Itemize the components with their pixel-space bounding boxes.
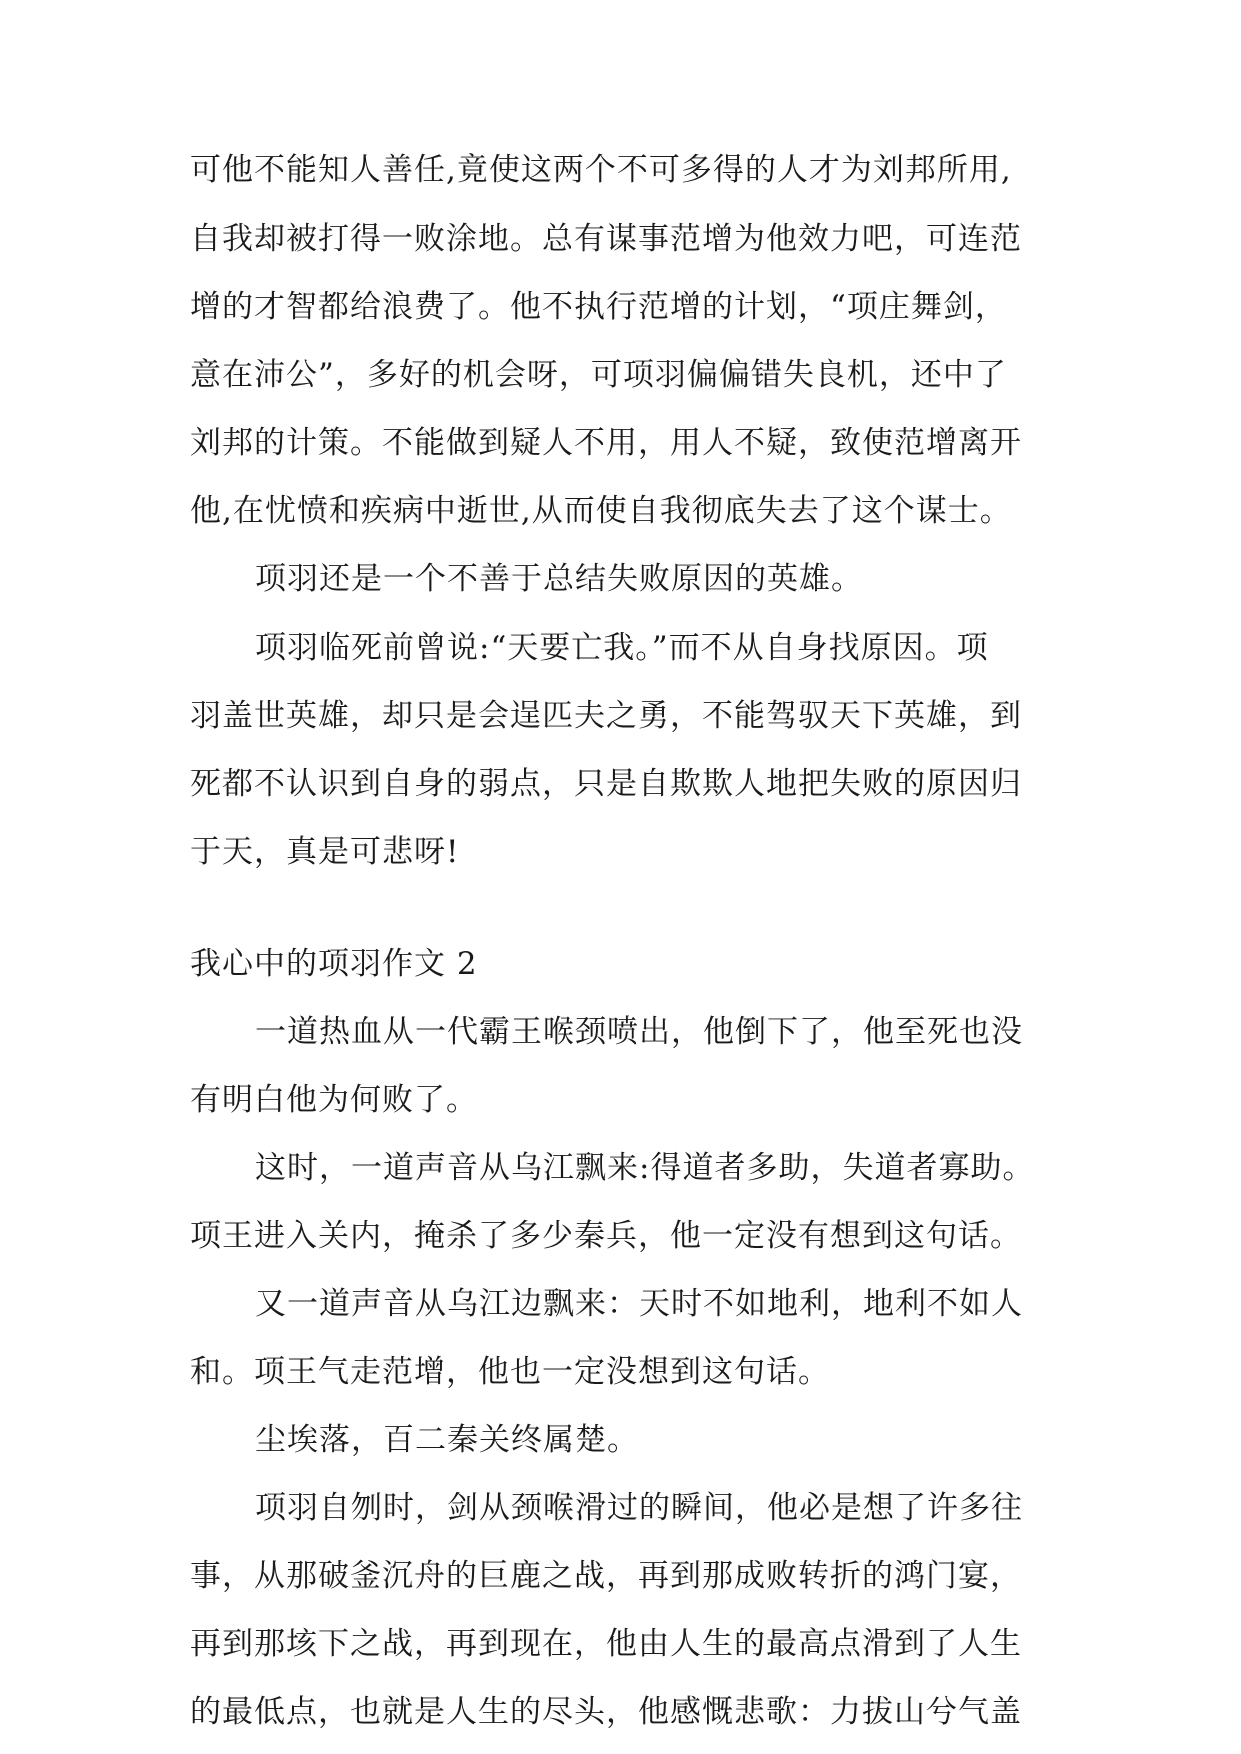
- paragraph-line: 意在沛公”，多好的机会呀，可项羽偏偏错失良机，还中了: [190, 357, 1007, 393]
- paragraph-line: 项王进入关内，掩杀了多少秦兵，他一定没有想到这句话。: [190, 1218, 1022, 1254]
- paragraph-line: 项羽临死前曾说:“天要亡我。”而不从自身找原因。项: [255, 630, 989, 666]
- paragraph-line: 增的才智都给浪费了。他不执行范增的计划，“项庄舞剑，: [190, 289, 1007, 325]
- paragraph-line: 的最低点，也就是人生的尽头，他感慨悲歌：力拔山兮气盖: [190, 1694, 1022, 1730]
- paragraph-line: 尘埃落，百二秦关终属楚。: [255, 1422, 639, 1458]
- paragraph-line: 和。项王气走范增，他也一定没想到这句话。: [190, 1354, 830, 1390]
- paragraph-line: 可他不能知人善任,竟使这两个不可多得的人才为刘邦所用,: [190, 152, 1012, 188]
- paragraph-line: 死都不认识到自身的弱点，只是自欺欺人地把失败的原因归: [190, 766, 1022, 802]
- section-heading: 我心中的项羽作文 2: [190, 946, 478, 982]
- paragraph-line: 项羽还是一个不善于总结失败原因的英雄。: [255, 561, 863, 597]
- paragraph-line: 羽盖世英雄，却只是会逞匹夫之勇，不能驾驭天下英雄，到: [190, 698, 1022, 734]
- paragraph-line: 有明白他为何败了。: [190, 1082, 478, 1118]
- paragraph-line: 又一道声音从乌江边飘来：天时不如地利，地利不如人: [255, 1286, 1023, 1322]
- paragraph-line: 项羽自刎时，剑从颈喉滑过的瞬间，他必是想了许多往: [255, 1490, 1023, 1526]
- paragraph-line: 于天，真是可悲呀!: [190, 834, 460, 870]
- paragraph-line: 事，从那破釜沉舟的巨鹿之战，再到那成败转折的鸿门宴，: [190, 1558, 1022, 1594]
- paragraph-line: 自我却被打得一败涂地。总有谋事范增为他效力吧，可连范: [190, 221, 1022, 257]
- paragraph-line: 这时，一道声音从乌江飘来:得道者多助，失道者寡助。: [255, 1150, 1035, 1186]
- paragraph-line: 他,在忧愤和疾病中逝世,从而使自我彻底失去了这个谋士。: [190, 493, 1012, 529]
- paragraph-line: 一道热血从一代霸王喉颈喷出，他倒下了，他至死也没: [255, 1014, 1023, 1050]
- paragraph-line: 再到那垓下之战，再到现在，他由人生的最高点滑到了人生: [190, 1626, 1022, 1662]
- paragraph-line: 刘邦的计策。不能做到疑人不用，用人不疑，致使范增离开: [190, 425, 1022, 461]
